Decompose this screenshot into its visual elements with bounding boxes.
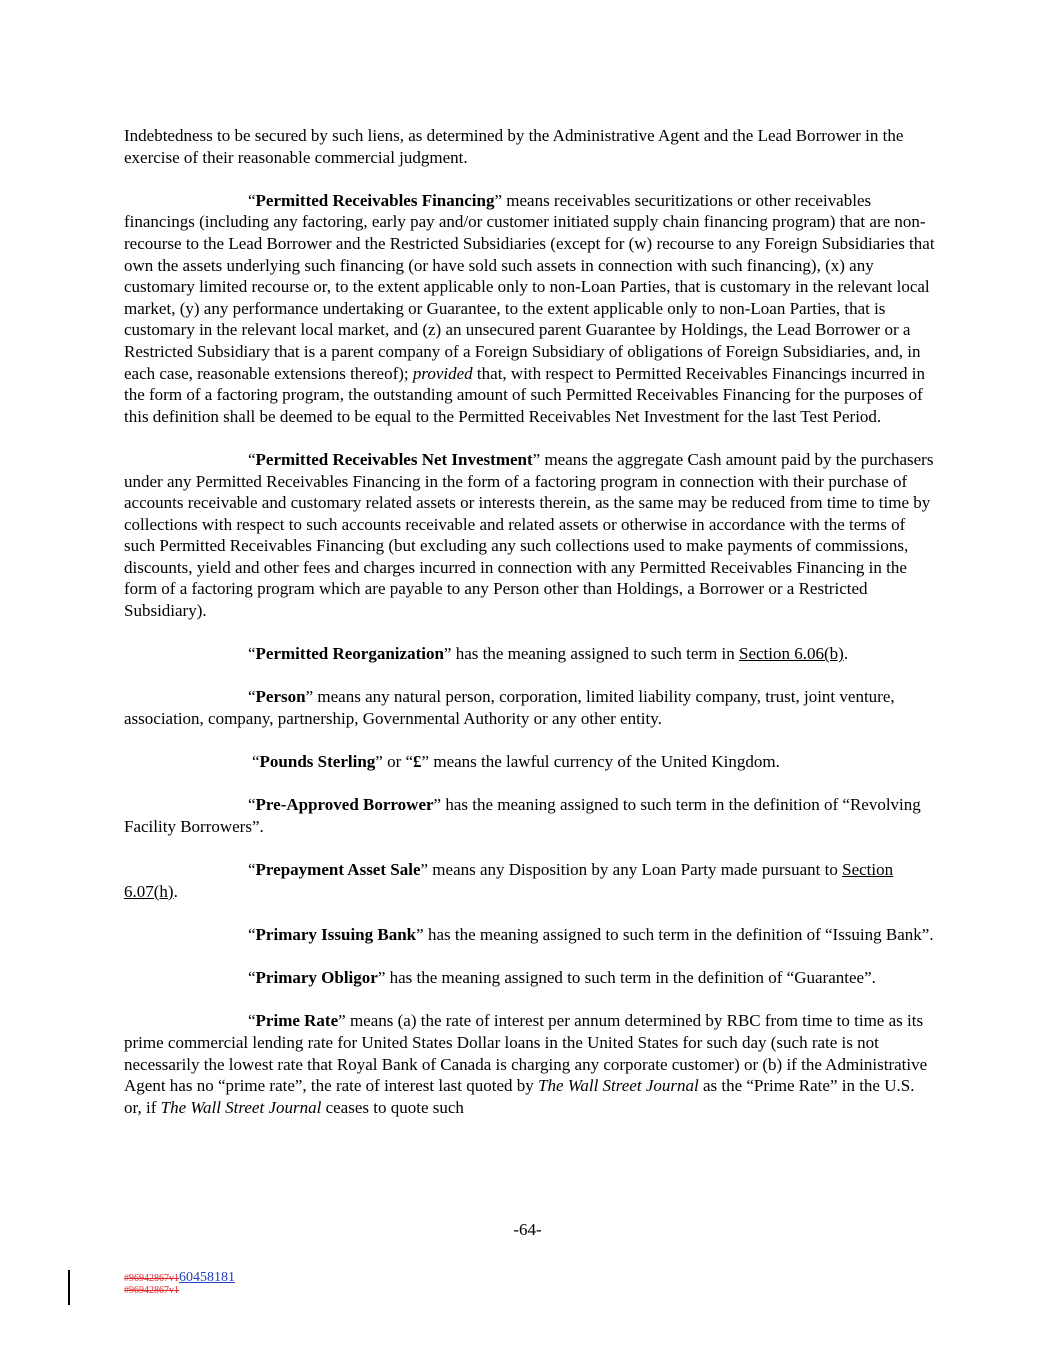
defined-term: Primary Obligor bbox=[255, 968, 378, 988]
definition-permitted-receivables-financing: “Permitted Receivables Financing” means receivables securitizations or other receivables financings (including any factoring, early pay and/or customer initiated supply chain financing program) that are non-recourse to the Lead Borrower and the Restricted Subsidiaries (except for (w) recourse to any Foreign Subsidiaries that own the assets underlying such financing (or have sold such assets in connection with such financing), (x) any customary limited recourse or, to the extent applicable only to non-Loan Parties, that is customary in the relevant local market, (y) any performance undertaking or Guarantee, to the extent applicable only to non-Loan Parties, that is customary in the relevant local market, and (z) an unsecured parent Guarantee by Holdings, the Lead Borrower or a Restricted Subsidiary that is a parent company of a Foreign Subsidiary of obligations of Foreign Subsidiaries, and, in each case, reasonable extensions thereof); provided that, with respect to Permitted Receivables Financings incurred in the form of a factoring program, the outstanding amount of such Permitted Receivables Financing for the purposes of this definition shall be deemed to be equal to the Permitted Receivables Net Investment for the last Test Period. bbox=[124, 190, 935, 426]
section-reference: Section 6.07(h) bbox=[124, 860, 894, 901]
publication-name: The Wall Street Journal bbox=[160, 1097, 322, 1117]
definition-text: that, with respect to Permitted Receivables Financings incurred in the form of a factoring program, the outstanding amount of such Permitted Receivables Financing for the purposes of this definition shall be deemed to be equal to the Permitted Receivables Net Investment for the last Test Period. bbox=[124, 363, 925, 426]
deleted-document-id: #96942867v1 bbox=[124, 1285, 179, 1296]
defined-term: Permitted Receivables Net Investment bbox=[255, 449, 533, 469]
document-id-line bbox=[124, 1272, 235, 1285]
definition-end: . bbox=[843, 644, 849, 664]
definition-prepayment-asset-sale: “Prepayment Asset Sale” means any Disposition by any Loan Party made pursuant to Section 6.07(h). bbox=[124, 860, 894, 901]
defined-term: Permitted Receivables Financing bbox=[255, 190, 495, 210]
definition-text: ceases to quote such bbox=[321, 1097, 464, 1117]
definition-pounds-sterling: “Pounds Sterling” or “£” means the lawful currency of the United Kingdom. bbox=[252, 752, 780, 772]
emphasis-provided: provided bbox=[412, 363, 473, 383]
definition-primary-obligor: “Primary Obligor” has the meaning assigned to such term in the definition of “Guarantee”. bbox=[248, 968, 876, 988]
definition-text: means any natural person, corporation, limited liability company, trust, joint venture, association, company, partnership, Governmental Authority or any other entity. bbox=[124, 687, 895, 729]
definition-text: has the meaning assigned to such term in the definition of “Revolving Facility Borrowers”. bbox=[124, 795, 921, 836]
definition-end: . bbox=[173, 881, 178, 901]
definition-pre-approved-borrower: “Pre-Approved Borrower” has the meaning assigned to such term in the definition of “Revolving Facility Borrowers”. bbox=[124, 795, 921, 836]
document-id-line bbox=[124, 1285, 235, 1297]
definition-text: means (a) the rate of interest per annum determined by RBC from time to time as its prime commercial lending rate for United States Dollar loans in the United States for such day (such rate is not necessarily the lowest rate that Royal Bank of Canada is charging any corporate customer) or (b) if the Administrative Agent has no “prime rate”, the rate of interest last quoted by bbox=[124, 1011, 928, 1096]
definition-text: or “ bbox=[382, 752, 414, 772]
definition-text: means any Disposition by any Loan Party made pursuant to bbox=[428, 860, 843, 880]
defined-term: Person bbox=[255, 687, 306, 707]
defined-term: Pounds Sterling bbox=[259, 752, 376, 772]
defined-term: Permitted Reorganization bbox=[255, 644, 444, 664]
defined-term: Pre-Approved Borrower bbox=[255, 795, 434, 815]
defined-term: Primary Issuing Bank bbox=[255, 924, 417, 944]
definition-person: “Person” means any natural person, corporation, limited liability company, trust, joint venture, association, company, partnership, Governmental Authority or any other entity. bbox=[124, 687, 895, 729]
defined-term: Prepayment Asset Sale bbox=[255, 860, 421, 880]
document-body bbox=[124, 125, 936, 1118]
defined-term: Prime Rate bbox=[255, 1011, 339, 1031]
document-id-footer bbox=[124, 1272, 235, 1297]
section-reference: Section 6.06(b) bbox=[739, 644, 844, 664]
definition-permitted-receivables-net-investment: “Permitted Receivables Net Investment” means the aggregate Cash amount paid by the purchasers under any Permitted Receivables Financing in the form of a factoring program in connection with their purchase of accounts receivable and customary related assets or interests therein, as the same may be reduced from time to time by collections with respect to such accounts receivable and related assets or otherwise in accordance with the terms of such Permitted Receivables Financing (but excluding any such collections used to make payments of commissions, discounts, yield and other fees and charges incurred in connection with any Permitted Receivables Financing in the form of a factoring program which are payable to any Person other than Holdings, a Borrower or a Restricted Subsidiary). bbox=[124, 449, 934, 621]
definition-text: has the meaning assigned to such term in the definition of “Guarantee”. bbox=[385, 968, 876, 988]
definition-permitted-reorganization: “Permitted Reorganization” has the meaning assigned to such term in Section 6.06(b). bbox=[248, 644, 849, 664]
deleted-document-id: #96942867v1 bbox=[124, 1273, 179, 1284]
definition-text: means receivables securitizations or other receivables financings (including any factoring, early pay and/or customer initiated supply chain financing program) that are non-recourse to the Lead Borrower and the Restricted Subsidiaries (except for (w) recourse to any Foreign Subsidiaries that own the assets underlying such financing (or have sold such assets in connection with such financing), (x) any customary limited recourse or, to the extent applicable only to non-Loan Parties, that is customary in the relevant local market, (y) any performance undertaking or Guarantee, to the extent applicable only to non-Loan Parties, that is customary in the relevant local market, and (z) an unsecured parent Guarantee by Holdings, the Lead Borrower or a Restricted Subsidiary that is a parent company of a Foreign Subsidiary of obligations of Foreign Subsidiaries, and, in each case, reasonable extensions thereof); bbox=[124, 190, 935, 383]
page-number: -64- bbox=[513, 1220, 542, 1239]
currency-symbol: £ bbox=[413, 752, 422, 772]
definition-text: has the meaning assigned to such term in the definition of “Issuing Bank”. bbox=[423, 924, 934, 944]
revision-change-bar bbox=[68, 1270, 70, 1305]
definition-text: means the lawful currency of the United Kingdom. bbox=[429, 752, 780, 772]
definition-prime-rate: “Prime Rate” means (a) the rate of interest per annum determined by RBC from time to time as its prime commercial lending rate for United States Dollar loans in the United States for such day (such rate is not necessarily the lowest rate that Royal Bank of Canada is charging any corporate customer) or (b) if the Administrative Agent has no “prime rate”, the rate of interest last quoted by The Wall Street Journal as the “Prime Rate” in the U.S. or, if The Wall Street Journal ceases to quote such bbox=[124, 1011, 928, 1117]
inserted-document-id: 60458181 bbox=[179, 1270, 235, 1285]
definition-text: as the “Prime Rate” in the U.S. or, if bbox=[124, 1076, 915, 1117]
definition-primary-issuing-bank: “Primary Issuing Bank” has the meaning assigned to such term in the definition of “Issuing Bank”. bbox=[248, 924, 934, 944]
publication-name: The Wall Street Journal bbox=[538, 1076, 699, 1096]
intro-paragraph: Indebtedness to be secured by such liens, as determined by the Administrative Agent and the Lead Borrower in the exercise of their reasonable commercial judgment. bbox=[124, 126, 904, 167]
definition-text: means the aggregate Cash amount paid by the purchasers under any Permitted Receivables Financing in the form of a factoring program in connection with their purchase of accounts receivable and customary related assets or interests therein, as the same may be reduced from time to time by collections with respect to such accounts receivable and related assets or otherwise in accordance with the terms of such Permitted Receivables Financing (but excluding any such collections used to make payments of commissions, discounts, yield and other fees and charges incurred in connection with any Permitted Receivables Financing in the form of a factoring program which are payable to any Person other than Holdings, a Borrower or a Restricted Subsidiary). bbox=[124, 449, 934, 621]
definition-text: has the meaning assigned to such term in bbox=[451, 644, 739, 664]
